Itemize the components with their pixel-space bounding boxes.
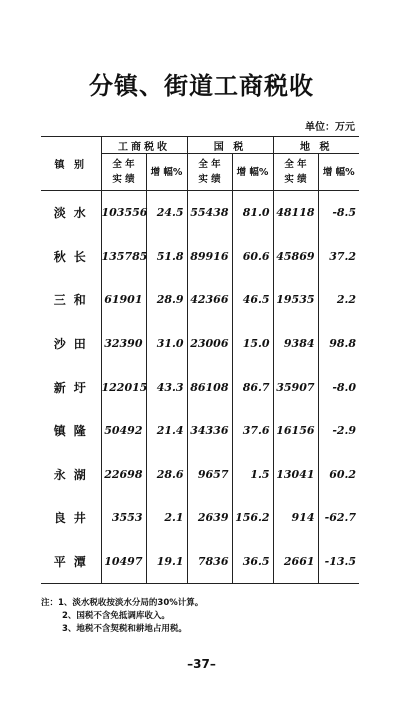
lt-growth: -8.5 xyxy=(318,191,359,235)
nt-growth: 86.7 xyxy=(232,365,273,409)
lt-total: 35907 xyxy=(273,365,318,409)
nt-growth: 60.6 xyxy=(232,235,273,279)
footnote-3: 3、地税不含契税和耕地占用税。 xyxy=(62,624,187,634)
nt-total: 89916 xyxy=(187,235,232,279)
lt-growth: 98.8 xyxy=(318,322,359,366)
lt-growth: 37.2 xyxy=(318,235,359,279)
header-growth: 增 幅% xyxy=(146,154,187,191)
table-row xyxy=(41,540,359,584)
lt-growth: 60.2 xyxy=(318,453,359,497)
table-row xyxy=(41,496,359,540)
ic-total: 22698 xyxy=(101,453,146,497)
lt-total: 45869 xyxy=(273,235,318,279)
header-growth: 增 幅% xyxy=(232,154,273,191)
header-annual xyxy=(273,154,318,191)
town-name: 新圩 xyxy=(53,380,94,395)
ic-total: 3553 xyxy=(101,496,146,540)
ic-total: 135785 xyxy=(101,235,146,279)
lt-growth: -8.0 xyxy=(318,365,359,409)
header-group-local-tax: 地 税 xyxy=(273,137,359,154)
lt-growth: 2.2 xyxy=(318,278,359,322)
table-row xyxy=(41,235,359,279)
unit-label: 单位：万元 xyxy=(305,122,355,133)
ic-total: 10497 xyxy=(101,540,146,584)
town-name: 沙田 xyxy=(53,337,94,352)
lt-total: 48118 xyxy=(273,191,318,235)
nt-growth: 156.2 xyxy=(232,496,273,540)
town-name: 平潭 xyxy=(41,540,101,584)
town-name: 三和 xyxy=(53,293,94,308)
footnotes xyxy=(41,597,203,636)
header-growth: 增 幅% xyxy=(318,154,359,191)
table-row xyxy=(41,453,359,497)
header-annual-line1: 全 年 xyxy=(198,159,221,170)
header-annual-line2: 实 绩 xyxy=(112,174,135,185)
ic-growth: 28.6 xyxy=(146,453,187,497)
nt-growth: 37.6 xyxy=(232,409,273,453)
ic-growth: 43.3 xyxy=(146,365,187,409)
nt-growth: 36.5 xyxy=(232,540,273,584)
town-name: 永湖 xyxy=(53,467,94,482)
town-name: 镇隆 xyxy=(53,424,94,439)
header-town: 镇 别 xyxy=(41,137,101,191)
lt-growth: -62.7 xyxy=(318,496,359,540)
header-annual xyxy=(101,154,146,191)
lt-total: 2661 xyxy=(273,540,318,584)
ic-growth: 24.5 xyxy=(146,191,187,235)
lt-total: 19535 xyxy=(273,278,318,322)
nt-total: 42366 xyxy=(187,278,232,322)
header-annual xyxy=(187,154,232,191)
tax-table xyxy=(41,136,359,584)
ic-total: 103556 xyxy=(101,191,146,235)
nt-growth: 15.0 xyxy=(232,322,273,366)
nt-growth: 1.5 xyxy=(232,453,273,497)
table-row xyxy=(41,322,359,366)
page-number: –37– xyxy=(187,657,216,671)
lt-total: 16156 xyxy=(273,409,318,453)
nt-total: 2639 xyxy=(187,496,232,540)
nt-growth: 81.0 xyxy=(232,191,273,235)
ic-growth: 31.0 xyxy=(146,322,187,366)
town-name: 淡水 xyxy=(53,206,94,221)
nt-total: 9657 xyxy=(187,453,232,497)
nt-total: 7836 xyxy=(187,540,232,584)
ic-growth: 19.1 xyxy=(146,540,187,584)
nt-total: 55438 xyxy=(187,191,232,235)
nt-total: 86108 xyxy=(187,365,232,409)
nt-growth: 46.5 xyxy=(232,278,273,322)
nt-total: 34336 xyxy=(187,409,232,453)
town-name: 良井 xyxy=(53,511,94,526)
header-group-industrial-commercial-tax: 工商税收 xyxy=(101,137,187,154)
table-row xyxy=(41,365,359,409)
footnote-2: 2、国税不含免抵调库收入。 xyxy=(62,611,170,621)
ic-growth: 28.9 xyxy=(146,278,187,322)
lt-total: 13041 xyxy=(273,453,318,497)
lt-total: 914 xyxy=(273,496,318,540)
ic-growth: 2.1 xyxy=(146,496,187,540)
table-row xyxy=(41,191,359,235)
ic-total: 50492 xyxy=(101,409,146,453)
ic-growth: 21.4 xyxy=(146,409,187,453)
header-annual-line1: 全 年 xyxy=(284,159,307,170)
lt-growth: -2.9 xyxy=(318,409,359,453)
ic-total: 32390 xyxy=(101,322,146,366)
footnote-1: 注：1、淡水税收按淡水分局的30%计算。 xyxy=(41,598,204,608)
ic-total: 61901 xyxy=(101,278,146,322)
table-row xyxy=(41,278,359,322)
header-group-national-tax: 国 税 xyxy=(187,137,273,154)
header-annual-line2: 实 绩 xyxy=(284,174,307,185)
header-annual-line2: 实 绩 xyxy=(198,174,221,185)
header-annual-line1: 全 年 xyxy=(112,159,135,170)
lt-total: 9384 xyxy=(273,322,318,366)
lt-growth: -13.5 xyxy=(318,540,359,584)
table-row xyxy=(41,409,359,453)
town-name: 秋长 xyxy=(53,249,94,264)
ic-growth: 51.8 xyxy=(146,235,187,279)
nt-total: 23006 xyxy=(187,322,232,366)
page-title: 分镇、街道工商税收 xyxy=(89,72,314,100)
ic-total: 122015 xyxy=(101,365,146,409)
